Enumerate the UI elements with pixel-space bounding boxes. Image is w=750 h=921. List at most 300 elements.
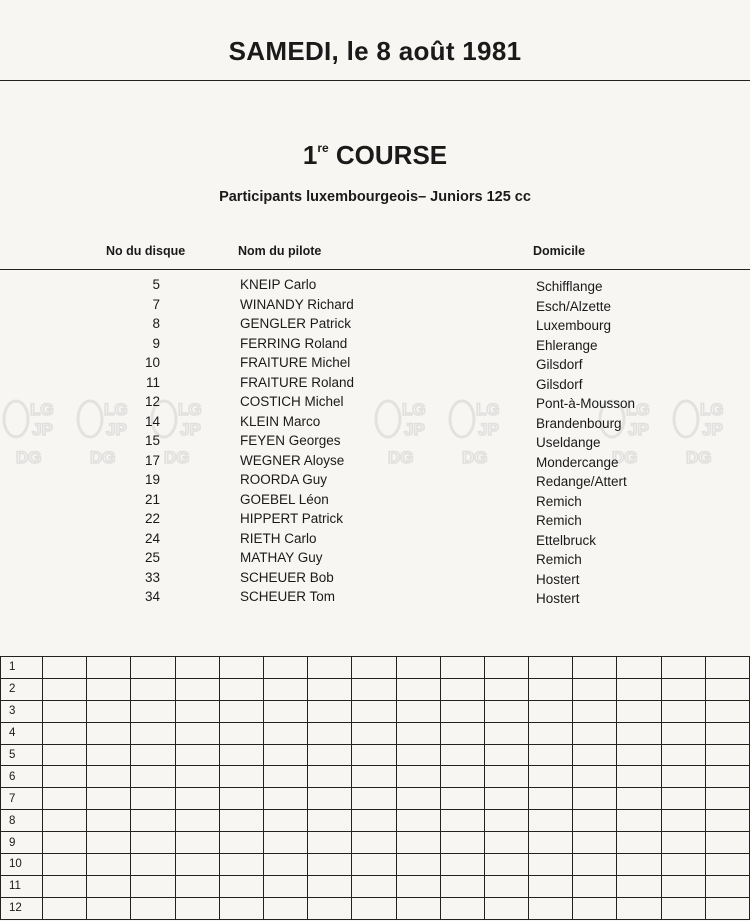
grid-cell [661, 810, 705, 832]
grid-cell [396, 810, 440, 832]
grid-cell [396, 766, 440, 788]
watermark-text: DG [612, 448, 638, 467]
grid-cell [263, 854, 307, 876]
grid-row [1, 788, 750, 810]
grid-cell [573, 810, 617, 832]
grid-row-number: 8 [1, 810, 43, 832]
grid-cell [352, 678, 396, 700]
domicile: Esch/Alzette [536, 298, 612, 314]
grid-cell [131, 897, 175, 919]
grid-row-number: 12 [1, 897, 43, 919]
grid-cell [131, 744, 175, 766]
disc-number: 33 [144, 569, 160, 585]
grid-cell [396, 744, 440, 766]
grid-cell [484, 722, 528, 744]
pilot-name: HIPPERT Patrick [240, 511, 344, 526]
grid-cell [87, 788, 131, 810]
grid-cell [263, 766, 307, 788]
disc-number: 9 [152, 335, 160, 351]
grid-cell [308, 700, 352, 722]
column-header-domicile: Domicile [533, 244, 586, 258]
grid-cell [175, 678, 219, 700]
participant-row [0, 569, 750, 589]
grid-cell [661, 854, 705, 876]
grid-cell [484, 875, 528, 897]
grid-cell [308, 897, 352, 919]
grid-cell [219, 722, 263, 744]
watermark-text: LG [104, 400, 128, 419]
grid-cell [396, 657, 440, 679]
disc-number: 25 [144, 550, 160, 565]
grid-cell [705, 788, 749, 810]
domicile: Ehlerange [536, 337, 598, 353]
grid-cell [705, 854, 749, 876]
pilot-name: FEYEN Georges [240, 433, 341, 448]
grid-cell [529, 700, 573, 722]
column-header-disc: No du disque [106, 244, 186, 258]
pilot-name: FERRING Roland [240, 335, 348, 351]
disc-number: 7 [152, 296, 160, 312]
grid-cell [175, 810, 219, 832]
grid-row-number: 6 [1, 766, 43, 788]
grid-cell [352, 700, 396, 722]
column-header-name: Nom du pilote [238, 244, 322, 258]
watermark-text: DG [16, 448, 42, 467]
grid-cell [396, 854, 440, 876]
grid-cell [440, 678, 484, 700]
domicile: Useldange [536, 435, 601, 450]
grid-cell [661, 700, 705, 722]
grid-cell [352, 854, 396, 876]
grid-cell [43, 832, 87, 854]
grid-cell [308, 744, 352, 766]
grid-cell [573, 854, 617, 876]
grid-cell [705, 875, 749, 897]
grid-cell [263, 678, 307, 700]
grid-cell [131, 657, 175, 679]
grid-cell [131, 700, 175, 722]
pilot-name: FRAITURE Michel [240, 355, 351, 370]
watermark-text: DG [90, 448, 116, 467]
participant-row [0, 374, 750, 394]
pilot-name: COSTICH Michel [240, 394, 344, 409]
grid-cell [219, 854, 263, 876]
grid-cell [705, 832, 749, 854]
grid-cell [617, 832, 661, 854]
grid-cell [308, 678, 352, 700]
grid-cell [308, 832, 352, 854]
watermark-text: JP [628, 420, 649, 439]
disc-number: 5 [152, 277, 160, 292]
grid-cell [529, 657, 573, 679]
grid-row-number: 4 [1, 722, 43, 744]
watermark-text: JP [32, 420, 53, 439]
grid-cell [352, 810, 396, 832]
score-grid [0, 656, 750, 920]
participant-row [0, 452, 750, 472]
grid-cell [308, 788, 352, 810]
grid-cell [440, 722, 484, 744]
grid-cell [131, 854, 175, 876]
participant-row [0, 549, 750, 569]
watermark-text: LG [476, 400, 500, 419]
participant-row [0, 588, 750, 608]
domicile: Luxembourg [536, 318, 612, 333]
grid-row [1, 875, 750, 897]
race-title [0, 140, 750, 171]
disc-number: 24 [144, 530, 160, 546]
domicile: Gilsdorf [536, 357, 583, 372]
watermark-text: DG [388, 448, 414, 467]
grid-cell [573, 700, 617, 722]
grid-cell [175, 766, 219, 788]
grid-row [1, 722, 750, 744]
grid-cell [308, 854, 352, 876]
pilot-name: FRAITURE Roland [240, 374, 355, 390]
grid-cell [440, 854, 484, 876]
grid-cell [617, 788, 661, 810]
grid-cell [617, 766, 661, 788]
grid-cell [484, 678, 528, 700]
disc-number: 22 [144, 511, 160, 526]
grid-cell [219, 897, 263, 919]
grid-cell [396, 875, 440, 897]
watermark-text: DG [462, 448, 488, 467]
grid-cell [617, 875, 661, 897]
grid-cell [617, 657, 661, 679]
grid-cell [661, 678, 705, 700]
pilot-name: GOEBEL Léon [240, 491, 329, 507]
grid-cell [263, 810, 307, 832]
grid-cell [263, 897, 307, 919]
grid-cell [573, 744, 617, 766]
grid-cell [573, 875, 617, 897]
participant-row [0, 393, 750, 413]
domicile: Ettelbruck [536, 532, 597, 548]
grid-cell [43, 875, 87, 897]
grid-cell [131, 875, 175, 897]
grid-row-number: 1 [1, 657, 43, 679]
grid-cell [352, 766, 396, 788]
grid-cell [617, 678, 661, 700]
grid-cell [87, 744, 131, 766]
grid-cell [396, 700, 440, 722]
participant-list [0, 276, 750, 608]
grid-cell [43, 744, 87, 766]
disc-number: 15 [144, 433, 160, 448]
grid-cell [352, 897, 396, 919]
grid-cell [705, 897, 749, 919]
grid-cell [705, 722, 749, 744]
domicile: Gilsdorf [536, 376, 583, 392]
watermark-text: JP [702, 420, 723, 439]
grid-cell [175, 897, 219, 919]
grid-cell [661, 875, 705, 897]
grid-cell [131, 788, 175, 810]
grid-cell [573, 788, 617, 810]
grid-cell [440, 788, 484, 810]
pilot-name: KNEIP Carlo [240, 277, 317, 292]
grid-cell [705, 744, 749, 766]
grid-cell [617, 810, 661, 832]
grid-cell [705, 810, 749, 832]
grid-cell [131, 678, 175, 700]
grid-cell [484, 810, 528, 832]
pilot-name: SCHEUER Tom [240, 589, 336, 604]
grid-cell [484, 897, 528, 919]
domicile: Redange/Attert [536, 474, 627, 489]
grid-cell [529, 722, 573, 744]
watermark-text: DG [164, 448, 190, 467]
grid-row [1, 700, 750, 722]
grid-row-number: 7 [1, 788, 43, 810]
grid-cell [661, 744, 705, 766]
grid-cell [308, 810, 352, 832]
grid-row [1, 766, 750, 788]
grid-cell [529, 810, 573, 832]
watermark-text: JP [180, 420, 201, 439]
pilot-name: SCHEUER Bob [240, 569, 334, 585]
grid-cell [87, 678, 131, 700]
pilot-name: WINANDY Richard [240, 296, 354, 312]
grid-cell [484, 766, 528, 788]
grid-cell [661, 766, 705, 788]
grid-cell [263, 788, 307, 810]
grid-cell [131, 722, 175, 744]
grid-cell [87, 832, 131, 854]
grid-cell [175, 744, 219, 766]
grid-row-number: 2 [1, 678, 43, 700]
watermark-text: JP [404, 420, 425, 439]
disc-number: 10 [144, 355, 160, 370]
grid-cell [573, 897, 617, 919]
grid-cell [440, 744, 484, 766]
grid-row [1, 744, 750, 766]
grid-cell [87, 854, 131, 876]
grid-cell [87, 810, 131, 832]
watermark-text: LG [402, 400, 426, 419]
grid-cell [440, 897, 484, 919]
grid-cell [131, 832, 175, 854]
watermark-text: DG [686, 448, 712, 467]
grid-cell [661, 832, 705, 854]
grid-row-number: 11 [1, 875, 43, 897]
grid-cell [529, 897, 573, 919]
watermark-text: JP [478, 420, 499, 439]
watermark-text: LG [700, 400, 724, 419]
grid-cell [175, 854, 219, 876]
grid-row [1, 854, 750, 876]
grid-cell [661, 722, 705, 744]
grid-cell [219, 700, 263, 722]
header-divider [0, 80, 750, 81]
grid-cell [529, 678, 573, 700]
grid-cell [219, 657, 263, 679]
grid-cell [617, 722, 661, 744]
grid-cell [484, 788, 528, 810]
participant-row [0, 471, 750, 491]
domicile: Hostert [536, 571, 580, 587]
grid-cell [705, 657, 749, 679]
grid-cell [87, 897, 131, 919]
grid-cell [484, 700, 528, 722]
grid-cell [705, 678, 749, 700]
domicile: Remich [536, 513, 582, 528]
participant-row [0, 413, 750, 433]
pilot-name: MATHAY Guy [240, 550, 323, 565]
grid-cell [396, 832, 440, 854]
grid-cell [43, 722, 87, 744]
grid-cell [396, 722, 440, 744]
grid-cell [175, 832, 219, 854]
grid-cell [263, 657, 307, 679]
watermark-text: JP [106, 420, 127, 439]
grid-cell [219, 832, 263, 854]
pilot-name: RIETH Carlo [240, 530, 317, 546]
grid-cell [87, 700, 131, 722]
domicile: Hostert [536, 591, 580, 606]
participant-row [0, 530, 750, 550]
grid-cell [484, 832, 528, 854]
participant-row [0, 296, 750, 316]
grid-cell [219, 875, 263, 897]
grid-cell [617, 854, 661, 876]
grid-cell [43, 810, 87, 832]
grid-cell [131, 766, 175, 788]
grid-cell [219, 766, 263, 788]
grid-cell [263, 700, 307, 722]
grid-cell [263, 744, 307, 766]
grid-cell [87, 657, 131, 679]
grid-cell [308, 766, 352, 788]
grid-cell [43, 897, 87, 919]
grid-cell [573, 832, 617, 854]
pilot-name: GENGLER Patrick [240, 316, 352, 331]
grid-cell [43, 788, 87, 810]
grid-row-number: 3 [1, 700, 43, 722]
grid-cell [352, 657, 396, 679]
disc-number: 11 [145, 374, 160, 390]
grid-cell [43, 700, 87, 722]
grid-cell [529, 832, 573, 854]
grid-cell [440, 766, 484, 788]
grid-row [1, 678, 750, 700]
grid-row-number: 9 [1, 832, 43, 854]
grid-cell [219, 810, 263, 832]
race-subtitle: Participants luxembourgeois– Juniors 125 cc [219, 189, 531, 205]
grid-cell [308, 722, 352, 744]
grid-cell [573, 657, 617, 679]
grid-cell [573, 766, 617, 788]
watermark-text: LG [178, 400, 202, 419]
disc-number: 17 [144, 452, 160, 468]
grid-cell [396, 788, 440, 810]
grid-cell [43, 854, 87, 876]
grid-cell [529, 744, 573, 766]
grid-cell [352, 832, 396, 854]
page-title: SAMEDI, le 8 août 1981 [228, 36, 522, 66]
grid-cell [352, 722, 396, 744]
grid-cell [440, 832, 484, 854]
grid-cell [529, 766, 573, 788]
grid-cell [440, 810, 484, 832]
pilot-name: KLEIN Marco [240, 413, 321, 429]
grid-cell [308, 875, 352, 897]
grid-row [1, 897, 750, 919]
grid-cell [175, 875, 219, 897]
domicile: Pont-à-Mousson [536, 396, 636, 411]
grid-row [1, 810, 750, 832]
domicile: Remich [536, 493, 582, 509]
grid-cell [661, 788, 705, 810]
grid-cell [529, 854, 573, 876]
grid-row [1, 832, 750, 854]
grid-cell [131, 810, 175, 832]
grid-cell [175, 657, 219, 679]
race-label: COURSE [335, 140, 448, 170]
grid-cell [396, 897, 440, 919]
disc-number: 21 [144, 491, 160, 507]
grid-cell [529, 788, 573, 810]
watermark-text: LG [626, 400, 650, 419]
grid-cell [396, 678, 440, 700]
grid-cell [352, 744, 396, 766]
grid-cell [484, 744, 528, 766]
grid-cell [263, 832, 307, 854]
grid-cell [87, 722, 131, 744]
grid-cell [440, 875, 484, 897]
grid-cell [43, 678, 87, 700]
grid-cell [573, 678, 617, 700]
grid-cell [661, 657, 705, 679]
grid-cell [219, 744, 263, 766]
domicile: Brandenbourg [536, 415, 622, 431]
table-divider [0, 269, 750, 270]
race-number: 1re [302, 140, 329, 170]
grid-row-number: 5 [1, 744, 43, 766]
grid-cell [87, 766, 131, 788]
grid-cell [617, 700, 661, 722]
grid-row-number: 10 [1, 854, 43, 876]
grid-cell [263, 722, 307, 744]
pilot-name: WEGNER Aloyse [240, 452, 345, 468]
participant-row [0, 510, 750, 530]
disc-number: 14 [144, 413, 160, 429]
grid-cell [484, 854, 528, 876]
grid-cell [175, 788, 219, 810]
disc-number: 12 [144, 394, 160, 409]
grid-cell [43, 766, 87, 788]
grid-cell [175, 700, 219, 722]
grid-cell [352, 875, 396, 897]
grid-cell [440, 657, 484, 679]
grid-cell [617, 897, 661, 919]
grid-cell [573, 722, 617, 744]
domicile: Remich [536, 552, 582, 567]
grid-cell [705, 766, 749, 788]
grid-cell [352, 788, 396, 810]
grid-cell [263, 875, 307, 897]
participant-row [0, 315, 750, 335]
grid-cell [484, 657, 528, 679]
grid-cell [43, 657, 87, 679]
watermark-text: LG [30, 400, 54, 419]
grid-cell [529, 875, 573, 897]
grid-row [1, 657, 750, 679]
grid-cell [219, 788, 263, 810]
disc-number: 34 [144, 589, 160, 604]
pilot-name: ROORDA Guy [240, 472, 328, 487]
